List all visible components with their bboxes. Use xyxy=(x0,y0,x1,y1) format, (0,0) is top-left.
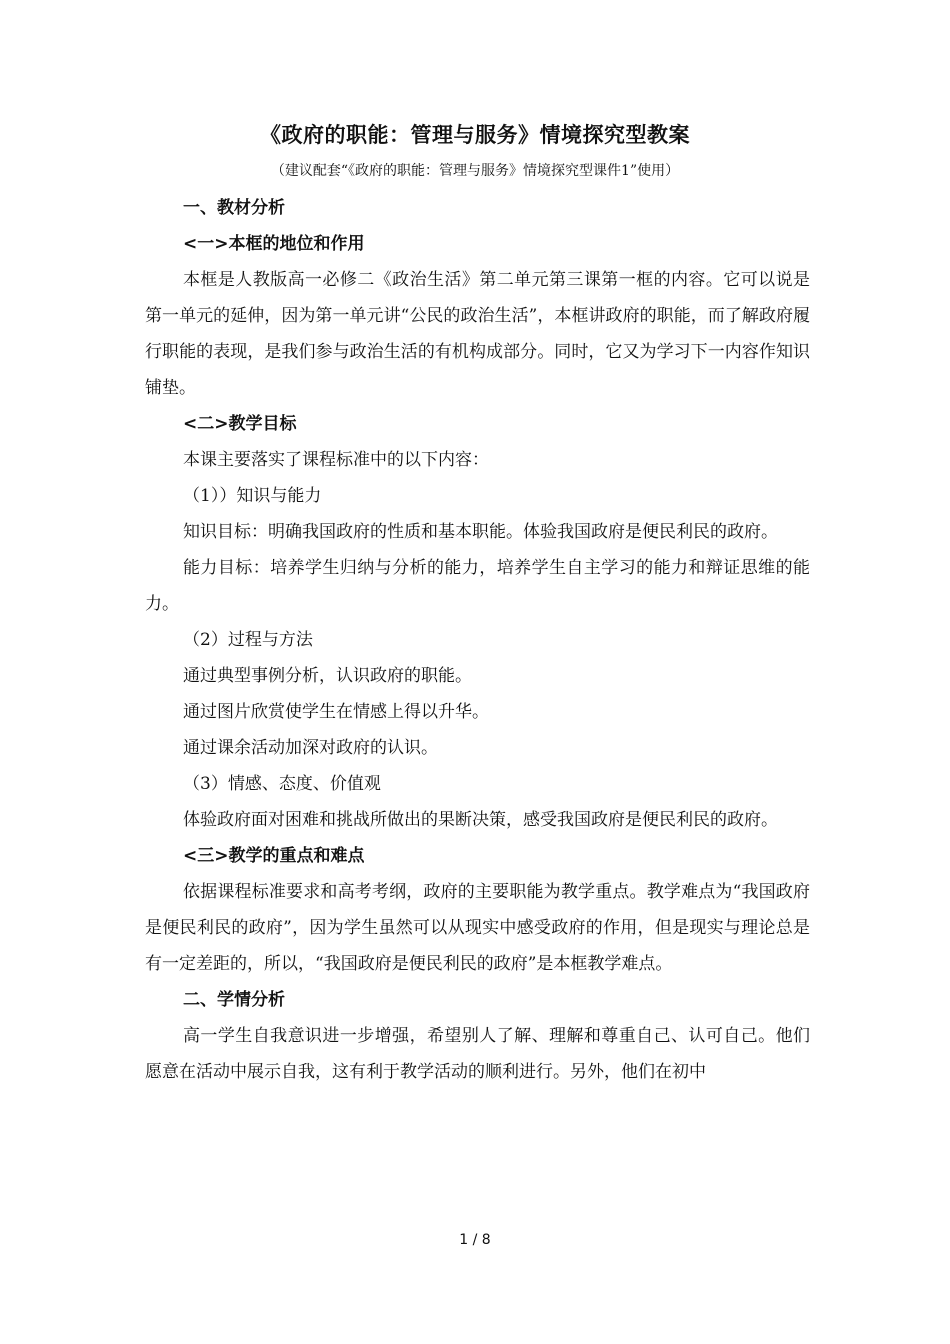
paragraph-student-analysis: 高一学生自我意识进一步增强，希望别人了解、理解和尊重自己、认可自己。他们愿意在活动中展示自我，这有利于教学活动的顺利进行。另外，他们在初中 xyxy=(145,1026,810,1082)
paragraph-key-difficult-points: 依据课程标准要求和高考考纲，政府的主要职能为教学重点。教学难点为“我国政府是便民利民的政府”，因为学生虽然可以从现实中感受政府的作用，但是现实与理论总是有一定差距的，所以，“我国政府是便民利民的政府”是本框教学难点。 xyxy=(145,882,810,974)
item-emotion-attitude-values: （3）情感、态度、价值观 xyxy=(183,774,381,794)
subsection-heading-position-role: <一>本框的地位和作用 xyxy=(183,234,365,254)
paragraph-method-2: 通过图片欣赏使学生在情感上得以升华。 xyxy=(183,702,489,722)
item-process-method: （2）过程与方法 xyxy=(183,630,313,650)
document-title: 《政府的职能：管理与服务》情境探究型教案 xyxy=(260,123,690,147)
paragraph-method-3: 通过课余活动加深对政府的认识。 xyxy=(183,738,438,758)
paragraph-emotion-goal: 体验政府面对困难和挑战所做出的果断决策，感受我国政府是便民利民的政府。 xyxy=(183,810,778,830)
paragraph-ability-goal: 能力目标：培养学生归纳与分析的能力，培养学生自主学习的能力和辩证思维的能力。 xyxy=(145,558,810,614)
paragraph-method-1: 通过典型事例分析，认识政府的职能。 xyxy=(183,666,472,686)
document-body xyxy=(145,190,810,1090)
section-heading-student-analysis: 二、学情分析 xyxy=(183,990,285,1010)
subsection-heading-teaching-goals: <二>教学目标 xyxy=(183,414,297,434)
subsection-heading-key-difficult-points: <三>教学的重点和难点 xyxy=(183,846,365,866)
item-knowledge-ability: （1））知识与能力 xyxy=(183,486,322,506)
paragraph-goals-intro: 本课主要落实了课程标准中的以下内容： xyxy=(183,450,489,470)
paragraph-position-role: 本框是人教版高一必修二《政治生活》第二单元第三课第一框的内容。它可以说是第一单元的延伸，因为第一单元讲“公民的政治生活”，本框讲政府的职能，而了解政府履行职能的表现，是我们参与政治生活的有机构成部分。同时，它又为学习下一内容作知识铺垫。 xyxy=(145,270,810,398)
paragraph-knowledge-goal: 知识目标：明确我国政府的性质和基本职能。体验我国政府是便民利民的政府。 xyxy=(183,522,778,542)
section-heading-textbook-analysis: 一、教材分析 xyxy=(183,198,285,218)
document-subtitle: （建议配套“《政府的职能：管理与服务》情境探究型课件1”使用） xyxy=(270,163,680,179)
page-number: 1 / 8 xyxy=(459,1232,491,1248)
